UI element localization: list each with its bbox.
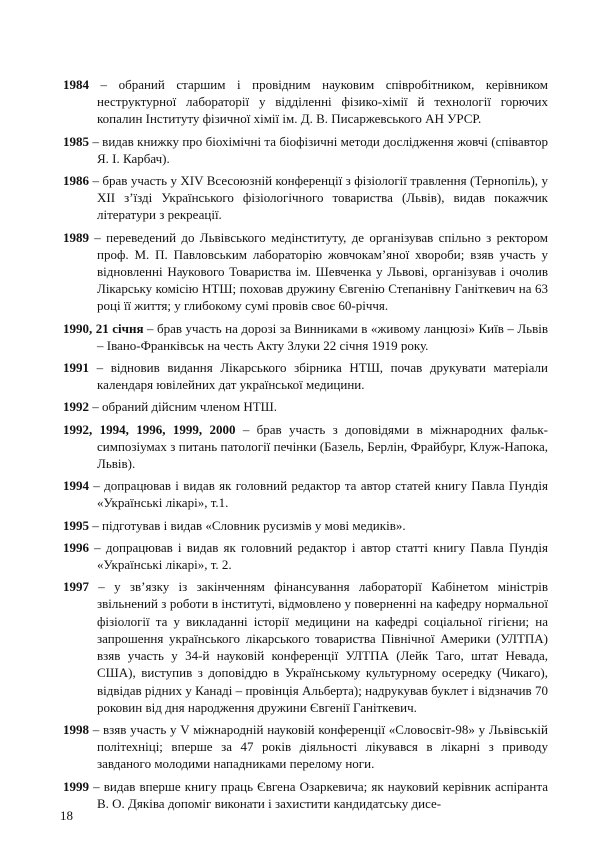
- entry-year: 1998: [63, 721, 89, 737]
- chronology-entry: [63, 517, 548, 534]
- chronology-entry: [63, 721, 548, 773]
- chronology-entry: [63, 229, 548, 315]
- entry-text: – допрацював і видав як головний редактор та автор статей книгу Павла Пундія «Українські лікарі», т.1.: [89, 478, 548, 511]
- entry-year: 1989: [63, 229, 89, 245]
- chronology-entry: [63, 421, 548, 473]
- entry-text: – допрацював і видав як головний редактор і автор статті книгу Павла Пундія «Українські лікарі», т. 2.: [89, 539, 548, 573]
- entry-year: 1986: [63, 173, 89, 189]
- entry-year: 1999: [63, 778, 89, 794]
- entry-text: – відновив видання Лікарського збірника НТШ, почав друкувати матеріали календаря ювілейних дат української медицини.: [89, 360, 548, 393]
- entry-year: 1990, 21 січня: [63, 320, 144, 336]
- chronology-entry: [63, 578, 548, 716]
- entry-text: – обраний дійсним членом НТШ.: [89, 399, 278, 415]
- entry-text: – підготував і видав «Словник русизмів у мові медиків».: [89, 517, 406, 533]
- entry-text: – брав участь на дорозі за Винниками в «живому ланцюзі» Київ – Львів – Івано-Франківськ на честь Акту Злуки 22 січня 1919 року.: [97, 320, 548, 353]
- entry-text: – у зв’язку із закінченням фінансування лабораторії Кабінетом міністрів звільнений з роботи в інституті, відмовлено у поверненні на кафедру нормальної фізіології та у викладанні історії медицини на кафедрі соціальної гігієни; на запрошення українського лікарського товариства Північної Америки (УЛТПА) взяв участь у 34-й науковій конференції УЛТПА (Лейк Таго, штат Невада, США), виступив з доповіддю в Українському культурному осередку (Чикаго), відвідав рідних у Канаді – провінція Альберта); надрукував буклет і відзначив 70 роковин від дня народження дружини Євгенії Ганіткевич.: [89, 579, 548, 715]
- entry-text: – брав участь з доповідями в міжнародних фальк-симпозіумах з питань патології печінки (Базель, Берлін, Фрайбург, Клуж-Напока, Львів).: [97, 421, 549, 472]
- entry-year: 1984: [63, 77, 89, 92]
- entry-year: 1992, 1994, 1996, 1999, 2000: [63, 421, 236, 437]
- entry-year: 1997: [63, 579, 89, 595]
- entry-text: – видав книжку про біохімічні та біофізичні методи дослідження жовчі (співавтор Я. І. Карбач).: [89, 133, 548, 166]
- chronology-entry: [63, 133, 548, 167]
- chronology-text: [63, 76, 548, 817]
- entry-year: 1991: [63, 360, 89, 376]
- entry-text: – взяв участь у V міжнародній науковій конференції «Словосвіт-98» у Львівській політехніці; вперше за 47 років діяльності лікувався в лікарні з приводу завданого молодими нападниками перелому ноги.: [89, 721, 548, 772]
- chronology-entry: [63, 477, 548, 511]
- entry-text: – переведений до Львівського медінституту, де організував спільно з ректором проф. М. П. Павловським лабораторію жовчокам’яної хвороби; взяв участь у відновленні Наукового Товариства ім. Шевченка у Львові, організував і очолив Лікарську комісію НТШ; поховав дружину Євгенію Степанівну Ганіткевич на 63 році її життя; у глибокому сумі провів своє 60-річчя.: [89, 229, 548, 314]
- page-number: 18: [60, 808, 73, 823]
- entry-year: 1995: [63, 517, 89, 533]
- entry-year: 1985: [63, 133, 89, 149]
- entry-year: 1994: [63, 478, 89, 494]
- chronology-entry: [63, 320, 548, 354]
- entry-year: 1992: [63, 399, 89, 415]
- entry-text: – видав вперше книгу праць Євгена Озаркевича; як науковий керівник аспіранта В. О. Дяківа допоміг виконати і захистити кандидатську дисе-: [89, 778, 548, 811]
- chronology-entry: [63, 359, 548, 393]
- chronology-entry: [63, 76, 548, 128]
- entry-text: – брав участь у XIV Всесоюзній конференції з фізіології травлення (Тернопіль), у XII з’їзді Українського фізіологічного товариства (Львів), видав покажчик літератури з рекреації.: [89, 173, 548, 223]
- chronology-entry: [63, 539, 548, 573]
- chronology-entry: [63, 778, 548, 812]
- entry-text: – обраний старшим і провідним науковим співробітником, керівником неструктурної лабораторії у відділенні фізико-хімії й технології горючих копалин Інституту фізичної хімії ім. Д. В. Писаржевського АН УРСР.: [89, 77, 548, 127]
- chronology-entry: [63, 172, 548, 224]
- chronology-entry: [63, 398, 548, 415]
- entry-year: 1996: [63, 539, 89, 555]
